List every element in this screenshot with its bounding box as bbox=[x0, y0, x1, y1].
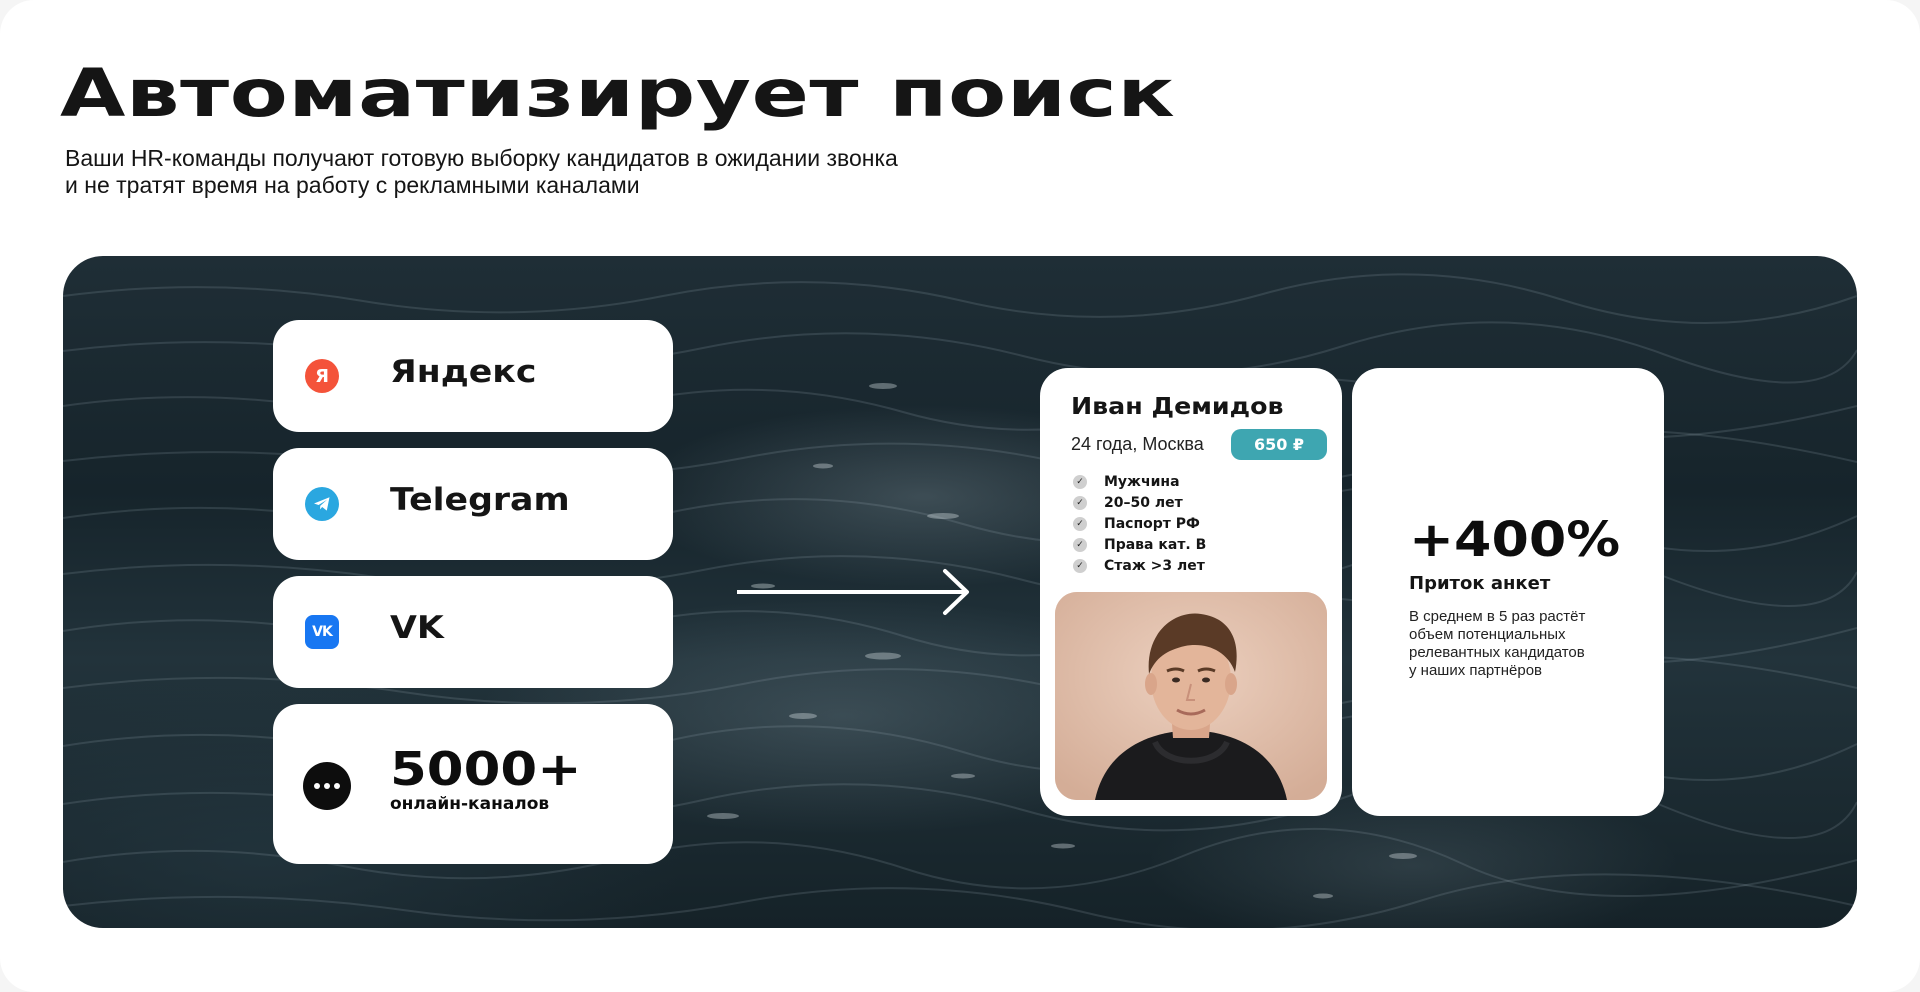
channels-caption: онлайн-каналов bbox=[390, 794, 550, 814]
candidate-portrait bbox=[1055, 592, 1327, 800]
candidate-card[interactable] bbox=[1040, 368, 1342, 816]
source-card-vk[interactable] bbox=[273, 576, 673, 688]
stats-value: +400% bbox=[1409, 512, 1621, 568]
stats-caption: Приток анкет bbox=[1409, 573, 1551, 594]
stats-description: В среднем в 5 раз растёт объем потенциальных релевантных кандидатов у наших партнёров bbox=[1409, 608, 1586, 679]
source-card-telegram[interactable] bbox=[273, 448, 673, 560]
hero-panel bbox=[63, 256, 1857, 928]
check-circle-icon: ✓ bbox=[1073, 496, 1087, 510]
channels-count: 5000+ bbox=[390, 742, 582, 796]
candidate-name: Иван Демидов bbox=[1071, 394, 1284, 420]
source-label: VK bbox=[390, 610, 444, 646]
check-circle-icon: ✓ bbox=[1073, 517, 1087, 531]
more-dots-icon bbox=[303, 762, 351, 810]
check-circle-icon: ✓ bbox=[1073, 559, 1087, 573]
requirement-item: ✓ Стаж >3 лет bbox=[1073, 555, 1206, 576]
page-subtitle bbox=[65, 145, 1065, 199]
requirement-item: ✓ 20–50 лет bbox=[1073, 492, 1206, 513]
check-circle-icon: ✓ bbox=[1073, 538, 1087, 552]
subtitle-line: Ваши HR-команды получают готовую выборку кандидатов в ожидании звонка bbox=[65, 145, 898, 171]
page-title: Автоматизирует поиск bbox=[60, 55, 1176, 132]
source-label: Яндекс bbox=[390, 354, 537, 390]
subtitle-line: и не тратят время на работу с рекламными каналами bbox=[65, 172, 640, 198]
requirement-item: ✓ Мужчина bbox=[1073, 471, 1206, 492]
check-circle-icon: ✓ bbox=[1073, 475, 1087, 489]
source-card-more-channels[interactable] bbox=[273, 704, 673, 864]
stats-card bbox=[1352, 368, 1664, 816]
telegram-icon bbox=[305, 487, 339, 521]
requirements-list bbox=[1073, 471, 1206, 576]
vk-icon: VK bbox=[305, 615, 339, 649]
requirement-item: ✓ Паспорт РФ bbox=[1073, 513, 1206, 534]
requirement-item: ✓ Права кат. B bbox=[1073, 534, 1206, 555]
arrow-right-icon bbox=[737, 567, 973, 617]
yandex-icon: Я bbox=[305, 359, 339, 393]
source-card-yandex[interactable] bbox=[273, 320, 673, 432]
source-label: Telegram bbox=[390, 482, 570, 518]
price-badge: 650 ₽ bbox=[1231, 429, 1327, 460]
candidate-meta: 24 года, Москва bbox=[1071, 434, 1204, 454]
